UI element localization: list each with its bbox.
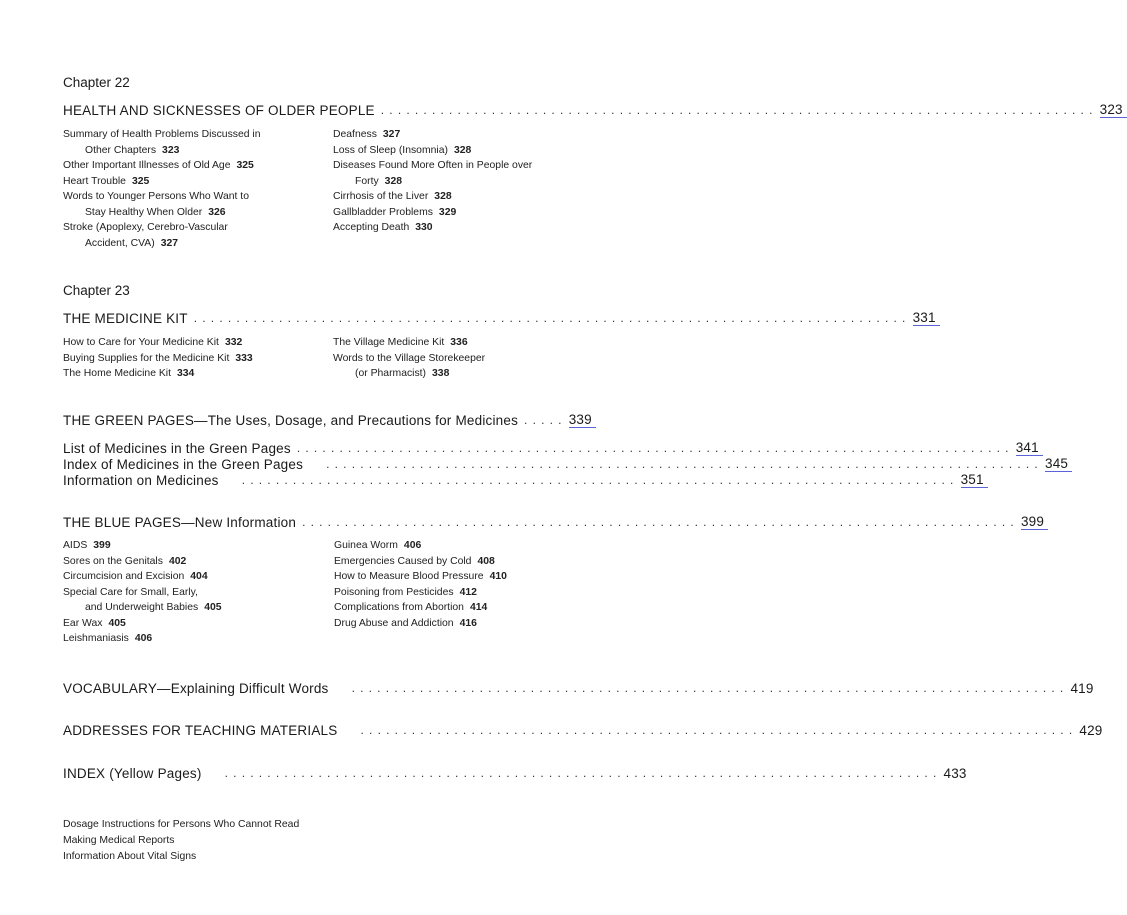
sub-entry-page: 406 — [134, 633, 153, 644]
toc-entry-chapter-22[interactable] — [63, 100, 1123, 118]
leader-dots: .................................................................................... — [380, 103, 1098, 117]
sub-entry-title: Other Important Illnesses of Old Age — [63, 160, 231, 171]
sub-entry-text — [334, 616, 507, 632]
sub-entry-text — [63, 143, 261, 159]
sub-entry — [63, 631, 222, 647]
sub-entry — [63, 351, 253, 367]
sub-entry-text — [333, 189, 532, 205]
sub-entry-text — [333, 143, 532, 159]
toc-title: Index of Medicines in the Green Pages — [63, 457, 304, 472]
sub-entry-text — [63, 205, 261, 221]
sub-entry-title: Sores on the Genitals — [63, 555, 163, 567]
sub-entry — [333, 158, 532, 189]
sub-entry-title: Gallbladder Problems — [333, 206, 433, 218]
sub-entry — [334, 554, 507, 570]
leader-dots: .................................................................................... — [224, 473, 959, 487]
sub-entry-text — [333, 335, 485, 351]
sub-entry-title: Loss of Sleep (Insomnia) — [333, 144, 448, 156]
sub-entry-text — [63, 158, 261, 174]
sub-entry-text — [334, 554, 507, 570]
toc-entry-vocabulary[interactable] — [63, 678, 1094, 696]
sub-entry-title: Accepting Death — [333, 222, 410, 233]
sub-entry-text — [63, 631, 222, 647]
leader-dots: .................................................................................... — [296, 441, 1014, 455]
sub-entry — [63, 174, 261, 190]
page-link[interactable]: 339 — [569, 412, 596, 428]
sub-entry-text — [63, 236, 261, 252]
sub-entry-title: Stay Healthy When Older — [85, 206, 203, 218]
sub-entry-title: Other Chapters — [85, 144, 157, 156]
sub-entry-text — [63, 127, 261, 143]
sub-entry-title: Complications from Abortion — [334, 602, 464, 613]
toc-entry-green-pages[interactable] — [63, 410, 592, 428]
sub-entry-page: 332 — [224, 337, 243, 348]
ch23-right-column — [333, 335, 485, 382]
sub-entry — [63, 366, 253, 382]
leader-dots: ..... — [524, 413, 567, 427]
sub-entry-title: Words to the Village Storekeeper — [333, 352, 486, 364]
sub-entry-text — [63, 616, 222, 632]
leader-dots: .................................................................................... — [334, 681, 1069, 695]
leader-dots: .................................................................................... — [343, 723, 1078, 737]
sub-entry-text — [63, 538, 222, 554]
sub-entry — [333, 143, 532, 159]
sub-entry — [333, 351, 485, 382]
sub-entry-text — [333, 351, 485, 367]
sub-entry-page: 323 — [162, 144, 180, 156]
sub-entry — [334, 616, 507, 632]
sub-entry-page: 416 — [459, 617, 477, 629]
toc-title: HEALTH AND SICKNESSES OF OLDER PEOPLE — [63, 103, 375, 118]
sub-entry-text — [63, 554, 222, 570]
sub-entry-page: 333 — [235, 352, 253, 364]
sub-entry-page: 406 — [403, 540, 422, 551]
sub-entry-text — [334, 600, 507, 616]
sub-entry-title: Buying Supplies for the Medicine Kit — [63, 352, 230, 364]
sub-entry — [63, 335, 253, 351]
blue-right-column — [334, 538, 507, 631]
sub-entry-title: Circumcision and Excision — [63, 571, 185, 582]
sub-entry — [63, 569, 222, 585]
toc-title: ADDRESSES FOR TEACHING MATERIALS — [63, 723, 338, 738]
sub-entry-text — [334, 569, 507, 585]
sub-entry-text — [63, 585, 222, 601]
ch22-left-column — [63, 127, 261, 251]
page-number: 429 — [1079, 723, 1103, 738]
sub-entry-title: Guinea Worm — [334, 540, 398, 551]
sub-entry — [334, 538, 507, 554]
extras-item: Dosage Instructions for Persons Who Cannot Read — [63, 819, 300, 830]
sub-entry-text — [334, 538, 507, 554]
sub-entry-title: Stroke (Apoplexy, Cerebro-Vascular — [63, 222, 228, 233]
sub-entry — [63, 585, 222, 616]
sub-entry-title: The Village Medicine Kit — [333, 337, 445, 348]
page-number: 419 — [1070, 681, 1094, 696]
sub-entry-page: 330 — [415, 222, 433, 233]
sub-entry-page: 329 — [438, 206, 457, 218]
sub-entry-text — [63, 600, 222, 616]
sub-entry — [334, 600, 507, 616]
sub-entry-title: AIDS — [63, 540, 88, 551]
leader-dots: .................................................................................... — [207, 766, 942, 780]
sub-entry-page: 408 — [477, 555, 495, 567]
sub-entry-text — [333, 127, 532, 143]
page-link[interactable]: 351 — [961, 472, 988, 488]
sub-entry-title: Drug Abuse and Addiction — [334, 617, 454, 629]
toc-entry-addresses[interactable] — [63, 720, 1103, 738]
sub-entry — [63, 127, 261, 158]
chapter-22-label: Chapter 22 — [63, 75, 130, 90]
sub-entry-text — [333, 205, 532, 221]
ch22-right-column — [333, 127, 532, 236]
sub-entry — [63, 616, 222, 632]
sub-entry-text — [63, 174, 261, 190]
sub-entry-text — [333, 174, 532, 190]
sub-entry-page: 405 — [108, 617, 126, 629]
sub-entry-text — [63, 220, 261, 236]
leader-dots: .................................................................................... — [302, 515, 1019, 529]
sub-entry-title: Summary of Health Problems Discussed in — [63, 129, 261, 140]
sub-entry — [333, 335, 485, 351]
sub-entry-text — [63, 189, 261, 205]
sub-entry-text — [333, 220, 532, 236]
sub-entry-title: Accident, CVA) — [85, 237, 155, 249]
sub-entry — [333, 205, 532, 221]
sub-entry-title: Heart Trouble — [63, 175, 126, 187]
sub-entry-title: The Home Medicine Kit — [63, 368, 171, 379]
sub-entry-title: Diseases Found More Often in People over — [333, 160, 533, 171]
page-link[interactable]: 345 — [1045, 456, 1072, 472]
sub-entry — [63, 158, 261, 174]
sub-entry-title: Cirrhosis of the Liver — [333, 191, 429, 202]
sub-entry-page: 328 — [384, 175, 403, 187]
sub-entry — [63, 554, 222, 570]
sub-entry — [334, 585, 507, 601]
sub-entry-page: 328 — [453, 144, 472, 156]
toc-title: INDEX (Yellow Pages) — [63, 766, 202, 781]
extras-list — [63, 817, 299, 865]
blue-left-column — [63, 538, 222, 647]
sub-entry-page: 325 — [131, 175, 150, 187]
sub-entry-title: Poisoning from Pesticides — [334, 586, 454, 598]
sub-entry-text — [63, 351, 253, 367]
page-link[interactable]: 341 — [1016, 440, 1043, 456]
sub-entry — [333, 220, 532, 236]
toc-entry-chapter-23[interactable] — [63, 308, 936, 326]
sub-entry-text — [334, 585, 507, 601]
sub-entry-page: 325 — [236, 160, 254, 171]
toc-title: THE GREEN PAGES—The Uses, Dosage, and Precautions for Medicines — [63, 413, 519, 428]
sub-entry — [334, 569, 507, 585]
toc-title: THE MEDICINE KIT — [63, 311, 188, 326]
sub-entry — [333, 189, 532, 205]
sub-entry-title: (or Pharmacist) — [355, 368, 427, 379]
sub-entry-title: Forty — [355, 175, 379, 187]
sub-entry-page: 328 — [434, 191, 452, 202]
sub-entry-page: 412 — [459, 586, 477, 598]
sub-entry — [333, 127, 532, 143]
sub-entry — [63, 220, 261, 251]
sub-entry-page: 404 — [190, 571, 208, 582]
sub-entry — [63, 189, 261, 220]
sub-entry-page: 410 — [489, 571, 507, 582]
sub-entry-title: Leishmaniasis — [63, 633, 129, 644]
extras-item: Making Medical Reports — [63, 835, 175, 846]
chapter-23-label: Chapter 23 — [63, 283, 130, 298]
sub-entry-text — [333, 366, 485, 382]
sub-entry-page: 405 — [204, 602, 222, 613]
sub-entry-page: 327 — [382, 129, 401, 140]
sub-entry-text — [63, 366, 253, 382]
sub-entry-page: 414 — [469, 602, 488, 613]
toc-title: VOCABULARY—Explaining Difficult Words — [63, 681, 329, 696]
sub-entry-title: Emergencies Caused by Cold — [334, 555, 472, 567]
sub-entry-page: 338 — [432, 368, 450, 379]
sub-entry-title: Words to Younger Persons Who Want to — [63, 191, 249, 202]
sub-entry-title: Deafness — [333, 129, 377, 140]
page-number: 433 — [943, 766, 967, 781]
page-link[interactable]: 323 — [1100, 102, 1127, 118]
sub-entry-title: Ear Wax — [63, 617, 103, 629]
page-link[interactable]: 399 — [1021, 514, 1048, 530]
toc-entry-index[interactable] — [63, 763, 967, 781]
sub-entry-title: and Underweight Babies — [85, 602, 199, 613]
sub-entry-page: 334 — [177, 368, 195, 379]
sub-entry-page: 327 — [160, 237, 179, 249]
toc-title: Information on Medicines — [63, 473, 219, 488]
leader-dots: .................................................................................... — [193, 311, 911, 325]
sub-entry-page: 402 — [168, 555, 187, 567]
toc-entry-green-sub[interactable] — [63, 470, 984, 488]
sub-entry-text — [63, 335, 253, 351]
sub-entry-page: 326 — [208, 206, 226, 218]
leader-dots: .................................................................................... — [309, 457, 1043, 471]
sub-entry-text — [333, 158, 532, 174]
sub-entry-title: Special Care for Small, Early, — [63, 586, 198, 598]
sub-entry-page: 336 — [450, 337, 468, 348]
extras-item: Information About Vital Signs — [63, 851, 197, 862]
toc-title: List of Medicines in the Green Pages — [63, 441, 291, 456]
toc-entry-blue-pages[interactable] — [63, 512, 1045, 530]
sub-entry-title: How to Measure Blood Pressure — [334, 571, 484, 582]
ch23-left-column — [63, 335, 253, 382]
sub-entry-page: 399 — [93, 540, 111, 551]
toc-title: THE BLUE PAGES—New Information — [63, 515, 297, 530]
sub-entry — [63, 538, 222, 554]
sub-entry-text — [63, 569, 222, 585]
page-link[interactable]: 331 — [913, 310, 940, 326]
sub-entry-title: How to Care for Your Medicine Kit — [63, 337, 219, 348]
